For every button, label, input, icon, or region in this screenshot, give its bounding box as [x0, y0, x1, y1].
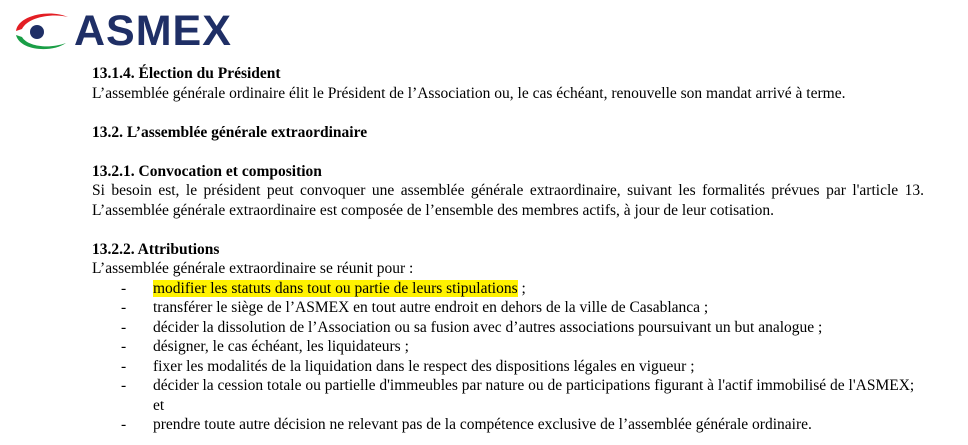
- list-item: [92, 298, 924, 318]
- bullet-dash: -: [121, 279, 127, 297]
- bullet-dash: -: [121, 299, 127, 316]
- bullet-dash: -: [121, 416, 127, 433]
- list-item: [92, 415, 924, 435]
- section-heading: 13.2.2. Attributions: [92, 240, 220, 258]
- document-body: [92, 64, 924, 435]
- section-intro: L’assemblée générale extraordinaire se réunit pour :: [92, 260, 414, 277]
- list-item-text: ;: [517, 279, 526, 297]
- list-item: [92, 318, 924, 338]
- section-election-president: [92, 64, 924, 103]
- list-item-text: transférer le siège de l’ASMEX en tout autre endroit en dehors de la ville de Casablanca ;: [153, 299, 709, 316]
- bullet-dash: -: [121, 338, 127, 355]
- list-item: [92, 357, 924, 377]
- list-item: [92, 279, 924, 299]
- highlighted-text: modifier les statuts dans tout ou partie de leurs stipulations: [153, 279, 518, 297]
- asmex-logo: [10, 6, 232, 56]
- list-item-text: désigner, le cas échéant, les liquidateurs ;: [153, 338, 409, 355]
- asmex-logo-mark-icon: [10, 7, 70, 55]
- logo-text: ASMEX: [74, 6, 232, 55]
- section-ag-extraordinaire: [92, 123, 924, 143]
- bullet-dash: -: [121, 357, 127, 375]
- list-item: [92, 376, 924, 415]
- section-paragraph: Si besoin est, le président peut convoquer une assemblée générale extraordinaire, suivant les formalités prévues par l'article 13. L’assemblée générale extraordinaire est composée de l’ensemble des membres actifs, à jour de leur cotisation.: [92, 182, 924, 219]
- section-attributions: [92, 240, 924, 435]
- bullet-dash: -: [121, 318, 127, 336]
- attributions-list: [92, 279, 924, 435]
- list-item-text: décider la dissolution de l’Association ou sa fusion avec d’autres associations poursuivant un but analogue ;: [153, 318, 823, 336]
- list-item: [92, 337, 924, 357]
- section-heading: 13.1.4. Élection du Président: [92, 65, 281, 82]
- bullet-dash: -: [121, 377, 127, 394]
- section-convocation-composition: [92, 162, 924, 221]
- list-item-text: prendre toute autre décision ne relevant pas de la compétence exclusive de l’assemblée générale ordinaire.: [153, 416, 812, 433]
- section-heading: 13.2. L’assemblée générale extraordinaire: [92, 123, 368, 141]
- list-item-text: fixer les modalités de la liquidation dans le respect des dispositions légales en vigueur ;: [153, 357, 695, 375]
- list-item-text: décider la cession totale ou partielle d'immeubles par nature ou de participations figurant à l'actif immobilisé de l'ASMEX; et: [153, 377, 915, 414]
- section-heading: 13.2.1. Convocation et composition: [92, 162, 322, 180]
- section-paragraph: L’assemblée générale ordinaire élit le Président de l’Association ou, le cas échéant, renouvelle son mandat arrivé à terme.: [92, 84, 846, 102]
